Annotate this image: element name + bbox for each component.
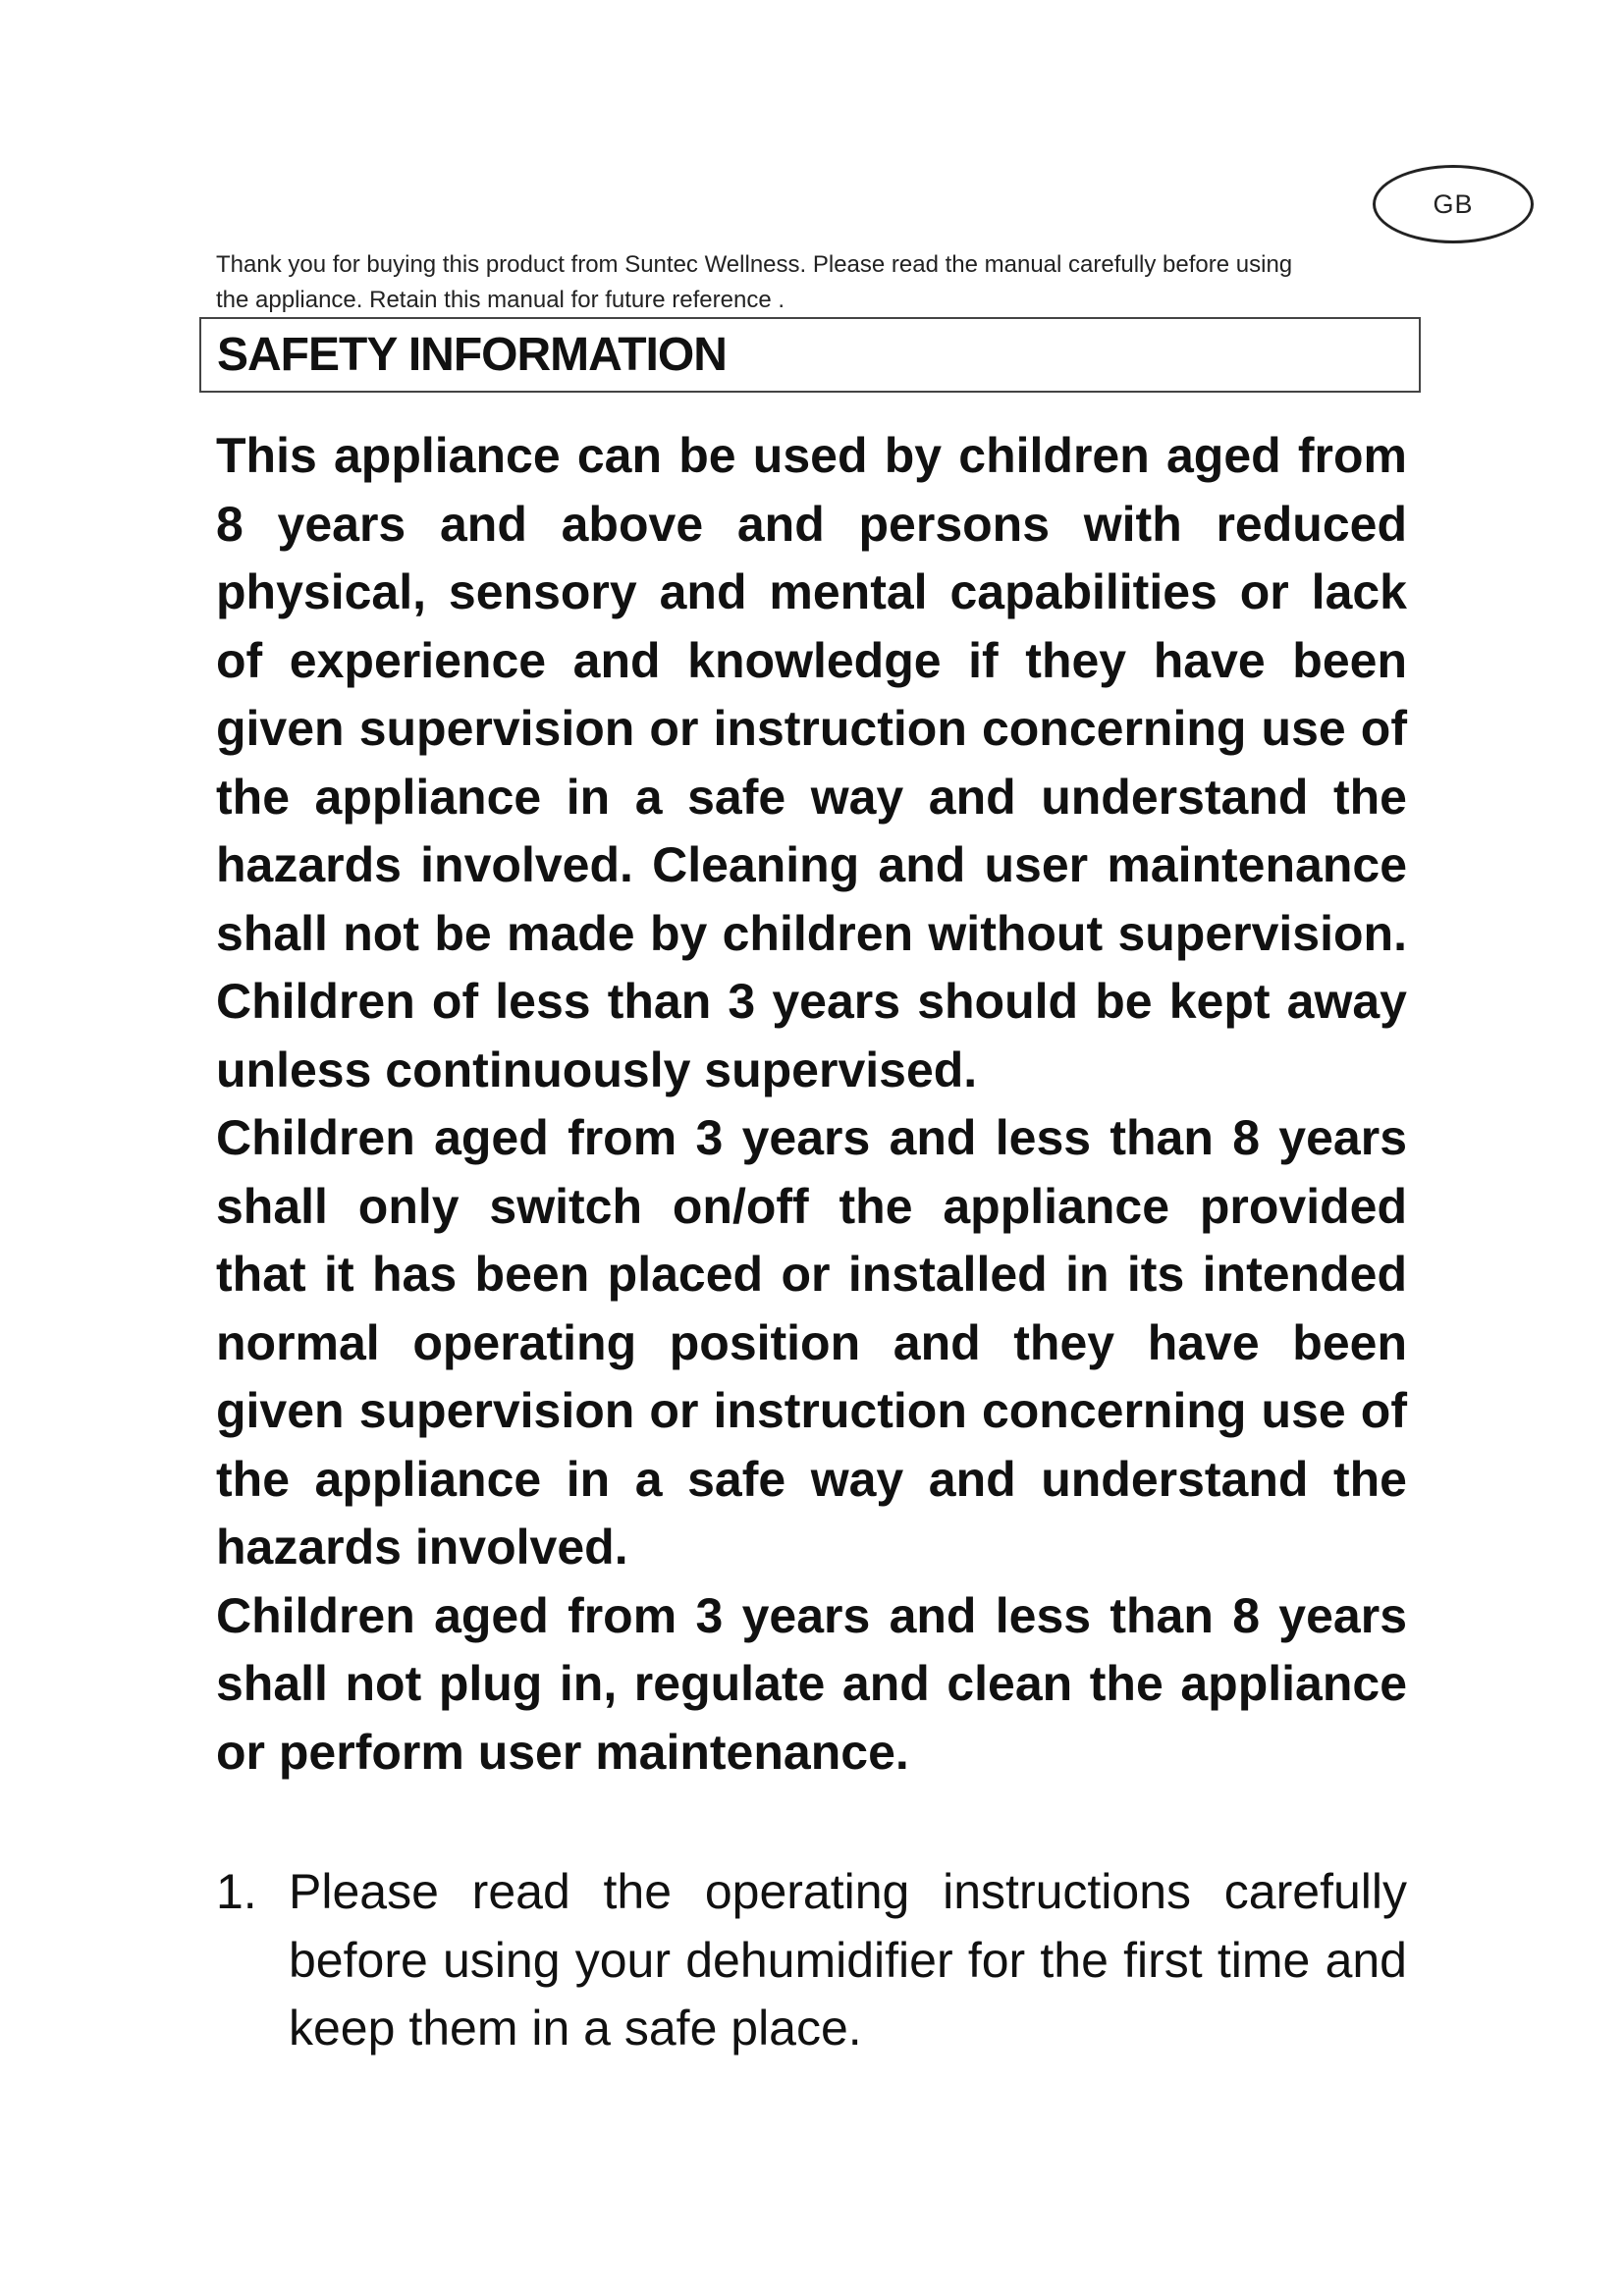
intro-line-1: Thank you for buying this product from Suntec Wellness. Please read the manual carefully before using xyxy=(216,251,1293,278)
language-badge xyxy=(1373,165,1534,243)
section-title: SAFETY INFORMATION xyxy=(217,329,727,381)
warning-paragraph-1: This appliance can be used by children aged from 8 years and above and persons with reduced physical, sensory and mental capabilities or lack of experience and knowledge if they have been given supervision or instruction concerning use of the appliance in a safe way and understand the hazards involved. Cleaning and user maintenance shall not be made by children without supervision. Children of less than 3 years should be kept away unless continuously supervised. xyxy=(216,428,1407,1097)
warning-paragraph-3: Children aged from 3 years and less than 8 years shall not plug in, regulate and clean the appliance or perform user maintenance. xyxy=(216,1587,1407,1780)
instruction-text: Please read the operating instructions carefully before using your dehumidifier for the first time and keep them in a safe place. xyxy=(289,1864,1407,2056)
section-header-box xyxy=(199,317,1421,393)
intro-text xyxy=(216,247,1424,318)
instruction-list xyxy=(216,1858,1407,2063)
warning-paragraph-2: Children aged from 3 years and less than 8 years shall only switch on/off the appliance provided that it has been placed or installed in its intended normal operating position and they have been given supervision or instruction concerning use of the appliance in a safe way and understand the hazards involved. xyxy=(216,1110,1407,1575)
safety-warning-block xyxy=(216,422,1407,1787)
intro-line-2: the appliance. Retain this manual for future reference . xyxy=(216,287,785,313)
language-badge-label: GB xyxy=(1433,188,1474,219)
instruction-number: 1. xyxy=(216,1864,257,1919)
instruction-item xyxy=(216,1858,1407,2063)
